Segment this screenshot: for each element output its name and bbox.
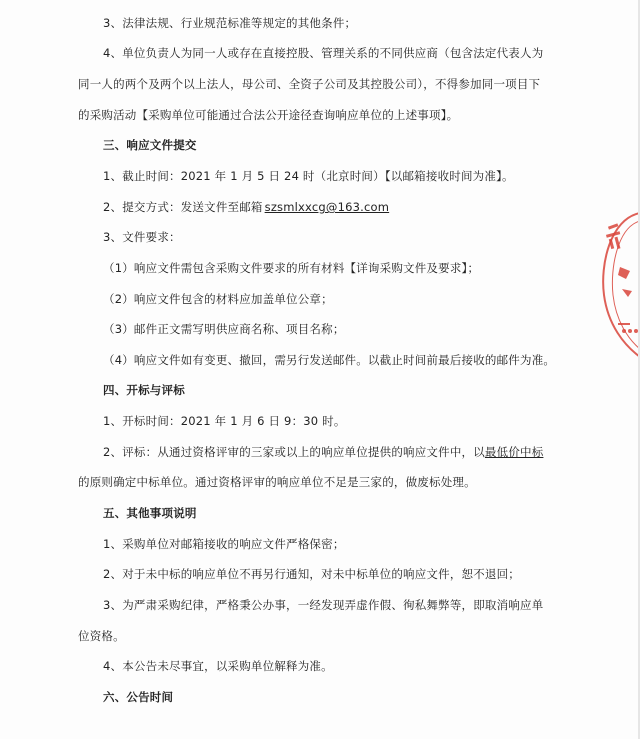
section-heading-bid-opening: 四、开标与评标: [103, 383, 185, 397]
red-seal-stamp-icon: [590, 205, 640, 365]
paragraph-discipline-line-2: 位资格。: [78, 629, 125, 643]
section-heading-submission: 三、响应文件提交: [103, 138, 197, 152]
paragraph-condition-4-line-2: 同一人的两个及两个以上法人，母公司、全资子公司及其控股公司），不得参加同一项目下: [78, 77, 541, 91]
paragraph-opening-time: 1、开标时间：2021 年 1 月 6 日 9：30 时。: [103, 414, 346, 428]
paragraph-condition-4-line-1: 4、单位负责人为同一人或存在直接控股、管理关系的不同供应商（包含法定代表人为: [103, 46, 544, 60]
submission-method-label: 2、提交方式：发送文件至邮箱: [103, 200, 263, 214]
requirement-item-3: （3）邮件正文需写明供应商名称、项目名称；: [103, 322, 345, 336]
evaluation-text: 2、评标：从通过资格评审的三家或以上的响应单位提供的响应文件中，以: [103, 445, 485, 459]
email-address: szsmlxxcg@163.com: [264, 200, 390, 214]
section-heading-announcement-period: 六、公告时间: [103, 690, 174, 704]
requirement-item-1: （1）响应文件需包含采购文件要求的所有材料【详询采购文件及要求】；: [103, 261, 480, 275]
paragraph-evaluation-line-1: [103, 444, 543, 460]
paragraph-condition-4-line-3: 的采购活动【采购单位可能通过合法公开途径查询响应单位的上述事项】。: [78, 108, 459, 122]
paragraph-discipline-line-1: 3、为严肃采购纪律，严格秉公办事，一经发现弄虚作假、徇私舞弊等，即取消响应单: [103, 598, 544, 612]
paragraph-deadline: 1、截止时间：2021 年 1 月 5 日 24 时（北京时间）【以邮箱接收时间为准】。: [103, 169, 514, 183]
requirement-item-2: （2）响应文件包含的材料应加盖单位公章；: [103, 292, 333, 306]
lowest-price-term: 最低价中标: [484, 445, 544, 459]
paragraph-interpretation: 4、本公告未尽事宜，以采购单位解释为准。: [103, 659, 333, 673]
section-heading-other-matters: 五、其他事项说明: [103, 506, 197, 520]
paragraph-confidentiality: 1、采购单位对邮箱接收的响应文件严格保密；: [103, 537, 345, 551]
paragraph-submission-method: [103, 199, 391, 215]
paragraph-evaluation-line-2: 的原则确定中标单位。通过资格评审的响应单位不足是三家的，做废标处理。: [78, 475, 476, 489]
paragraph-no-notification: 2、对于未中标的响应单位不再另行通知，对未中标单位的响应文件，恕不退回；: [103, 567, 521, 581]
paragraph-file-requirements: 3、文件要求：: [103, 230, 181, 244]
paragraph-condition-3: 3、法律法规、行业规范标准等规定的其他条件；: [103, 16, 357, 30]
requirement-item-4: （4）响应文件如有变更、撤回，需另行发送邮件。以截止时间前最后接收的邮件为准。: [103, 353, 556, 367]
